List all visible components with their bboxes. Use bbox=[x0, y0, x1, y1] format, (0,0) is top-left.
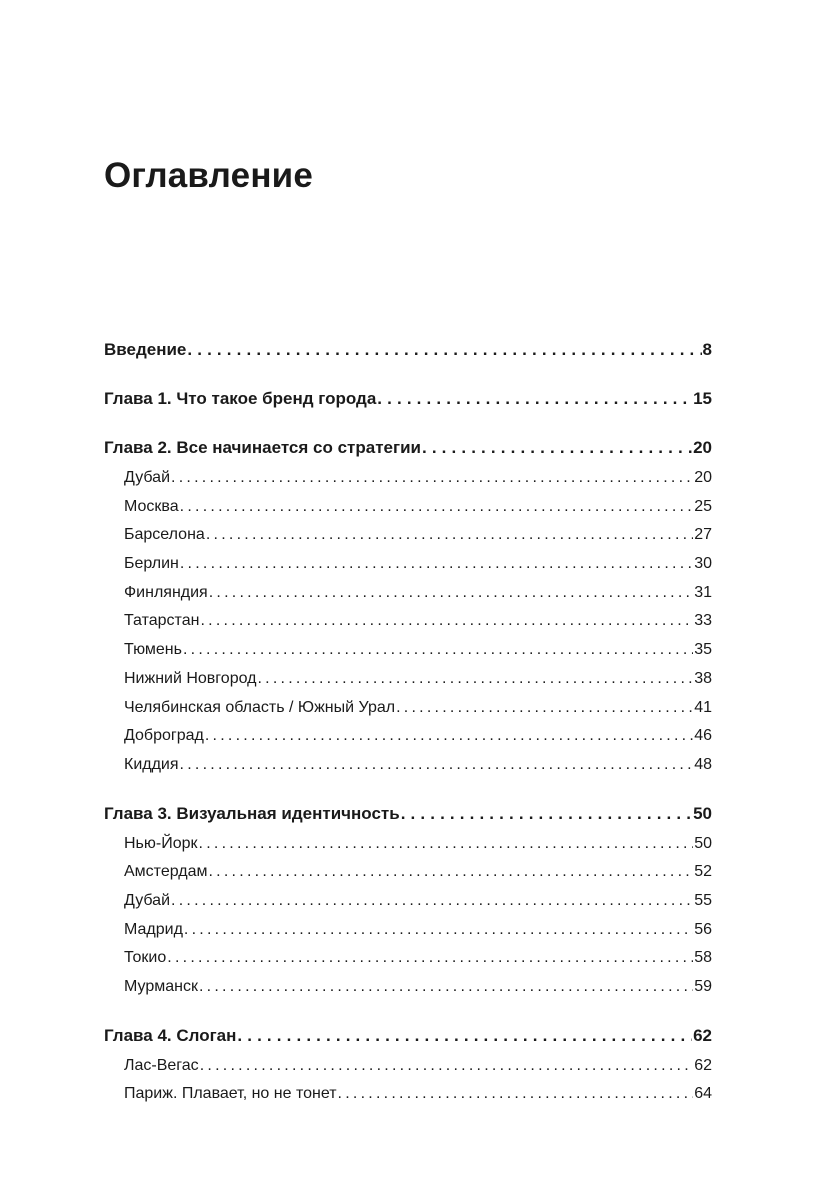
toc-section-row[interactable] bbox=[104, 756, 712, 785]
toc-chapter-row[interactable] bbox=[104, 438, 712, 468]
dot-leader bbox=[180, 555, 693, 573]
chapter-title: Глава 2. Все начинается со стратегии bbox=[104, 438, 421, 457]
section-title: Лас-Вегас bbox=[124, 1056, 199, 1074]
dot-leader bbox=[237, 1026, 692, 1046]
toc-chapter-intro bbox=[104, 340, 712, 370]
toc-section-row[interactable] bbox=[104, 555, 712, 584]
section-title: Берлин bbox=[124, 555, 179, 573]
toc-chapter-row[interactable] bbox=[104, 804, 712, 834]
dot-leader bbox=[171, 469, 693, 487]
toc-section-row[interactable] bbox=[104, 921, 712, 950]
page-number: 20 bbox=[693, 438, 712, 457]
dot-leader bbox=[199, 978, 693, 996]
table-of-contents bbox=[104, 340, 712, 1133]
section-list bbox=[104, 835, 712, 1007]
page-number: 20 bbox=[694, 469, 712, 486]
toc-section-row[interactable] bbox=[104, 892, 712, 921]
page-number: 56 bbox=[694, 920, 712, 938]
dot-leader bbox=[205, 727, 693, 745]
section-title: Токио bbox=[124, 949, 167, 967]
section-title: Нижний Новгород bbox=[124, 669, 257, 687]
section-list bbox=[104, 469, 712, 785]
toc-section-row[interactable] bbox=[104, 498, 712, 527]
section-title: Дубай bbox=[124, 891, 170, 909]
dot-leader bbox=[209, 584, 693, 602]
dot-leader bbox=[187, 340, 701, 360]
toc-chapter-3 bbox=[104, 804, 712, 1007]
chapter-title: Глава 1. Что такое бренд города bbox=[104, 389, 377, 408]
section-title: Доброград bbox=[124, 727, 204, 745]
section-title: Амстердам bbox=[124, 863, 208, 881]
page-number: 55 bbox=[694, 891, 712, 909]
dot-leader bbox=[183, 641, 693, 659]
page-number: 15 bbox=[693, 389, 712, 408]
page-number: 30 bbox=[694, 555, 712, 573]
page-number: 25 bbox=[694, 497, 712, 515]
toc-section-row[interactable] bbox=[104, 949, 712, 978]
toc-chapter-2 bbox=[104, 438, 712, 785]
section-title: Татарстан bbox=[124, 612, 200, 630]
toc-section-row[interactable] bbox=[104, 641, 712, 670]
page-number: 58 bbox=[694, 949, 712, 967]
toc-chapter-row[interactable] bbox=[104, 1026, 712, 1056]
dot-leader bbox=[257, 670, 693, 688]
toc-section-row[interactable] bbox=[104, 670, 712, 699]
toc-chapter-4 bbox=[104, 1026, 712, 1114]
dot-leader bbox=[208, 863, 693, 881]
page-number: 38 bbox=[694, 669, 712, 687]
page-number: 50 bbox=[694, 834, 712, 852]
toc-section-row[interactable] bbox=[104, 469, 712, 498]
dot-leader bbox=[171, 892, 693, 910]
dot-leader bbox=[200, 1057, 694, 1075]
section-list bbox=[104, 1057, 712, 1114]
toc-chapter-1 bbox=[104, 389, 712, 419]
dot-leader bbox=[396, 699, 693, 717]
dot-leader bbox=[180, 498, 694, 516]
chapter-title: Введение bbox=[104, 340, 187, 359]
page-number: 50 bbox=[693, 803, 712, 823]
dot-leader bbox=[180, 756, 694, 774]
toc-section-row[interactable] bbox=[104, 978, 712, 1007]
page-number: 62 bbox=[693, 1025, 712, 1045]
page-number: 35 bbox=[694, 641, 712, 659]
page-number: 62 bbox=[694, 1056, 712, 1074]
toc-section-row[interactable] bbox=[104, 727, 712, 756]
section-title: Париж. Плавает, но не тонет bbox=[124, 1085, 337, 1103]
dot-leader bbox=[184, 921, 693, 939]
page-number: 59 bbox=[694, 978, 712, 995]
toc-chapter-row[interactable] bbox=[104, 340, 712, 370]
page-number: 48 bbox=[694, 755, 712, 773]
page-number: 33 bbox=[694, 612, 712, 630]
section-title: Финляндия bbox=[124, 583, 208, 601]
dot-leader bbox=[422, 438, 692, 458]
dot-leader bbox=[338, 1085, 694, 1103]
section-title: Челябинская область / Южный Урал bbox=[124, 698, 396, 716]
section-title: Тюмень bbox=[124, 641, 182, 659]
page-number: 8 bbox=[702, 340, 712, 359]
section-title: Мурманск bbox=[124, 978, 198, 995]
section-title: Киддия bbox=[124, 755, 179, 773]
toc-section-row[interactable] bbox=[104, 526, 712, 555]
section-title: Барселона bbox=[124, 526, 205, 544]
toc-section-row[interactable] bbox=[104, 612, 712, 641]
page-title: Оглавление bbox=[104, 156, 314, 195]
section-title: Мадрид bbox=[124, 920, 183, 938]
dot-leader bbox=[167, 949, 693, 967]
section-title: Нью-Йорк bbox=[124, 834, 198, 852]
toc-section-row[interactable] bbox=[104, 584, 712, 613]
dot-leader bbox=[401, 804, 692, 824]
toc-section-row[interactable] bbox=[104, 1085, 712, 1114]
section-title: Москва bbox=[124, 497, 179, 515]
dot-leader bbox=[200, 612, 693, 630]
page-number: 64 bbox=[694, 1085, 712, 1103]
page-number: 27 bbox=[694, 526, 712, 544]
dot-leader bbox=[199, 835, 694, 853]
dot-leader bbox=[377, 389, 692, 409]
toc-section-row[interactable] bbox=[104, 835, 712, 864]
section-title: Дубай bbox=[124, 469, 170, 486]
page-number: 52 bbox=[694, 863, 712, 881]
toc-section-row[interactable] bbox=[104, 863, 712, 892]
dot-leader bbox=[206, 526, 693, 544]
toc-section-row[interactable] bbox=[104, 699, 712, 728]
toc-section-row[interactable] bbox=[104, 1057, 712, 1086]
page-number: 41 bbox=[694, 698, 712, 716]
chapter-title: Глава 4. Слоган bbox=[104, 1025, 237, 1045]
chapter-title: Глава 3. Визуальная идентичность bbox=[104, 803, 400, 823]
page-number: 31 bbox=[694, 583, 712, 601]
page-number: 46 bbox=[694, 727, 712, 745]
toc-chapter-row[interactable] bbox=[104, 389, 712, 419]
